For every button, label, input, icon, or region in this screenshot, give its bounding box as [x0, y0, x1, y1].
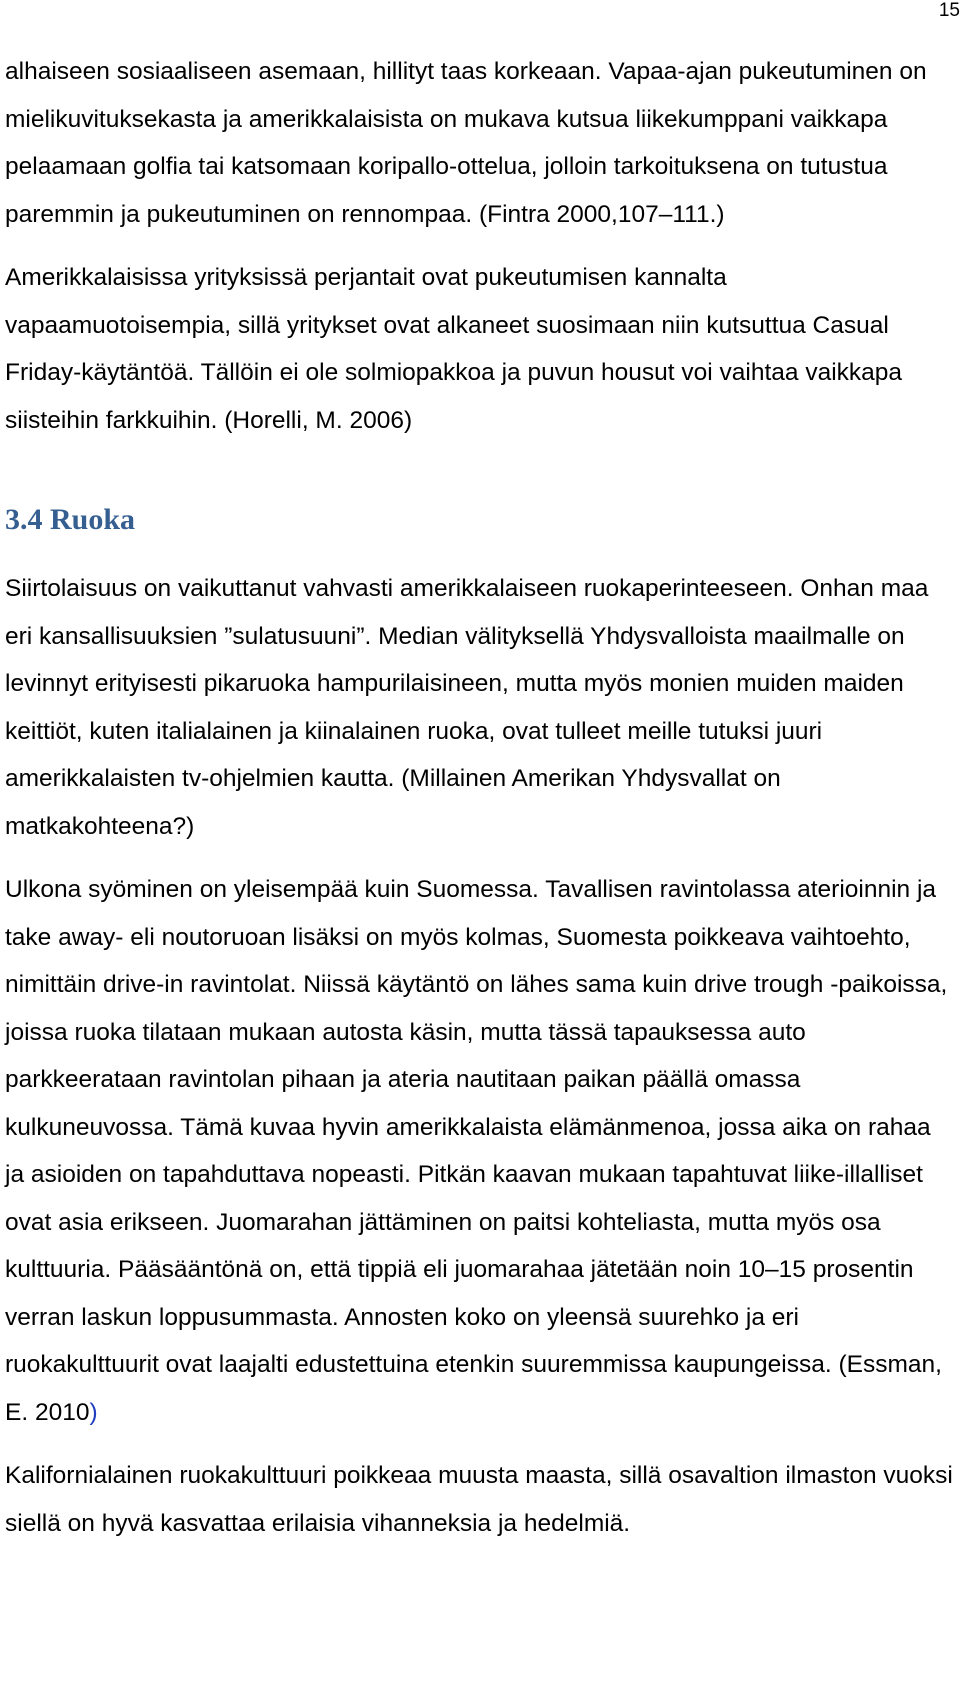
paragraph-california-food: Kalifornialainen ruokakulttuuri poikkeaa muusta maasta, sillä osavaltion ilmaston vuoksi siellä on hyvä kasvattaa erilaisia vihanneksia ja hedelmiä.	[5, 1462, 953, 1537]
page-number: 15	[938, 0, 960, 21]
paragraph-immigration-food: Siirtolaisuus on vaikuttanut vahvasti amerikkalaiseen ruokaperinteeseen. Onhan maa eri kansallisuuksien ”sulatusuuni”. Median välityksellä Yhdysvalloista maailmalle on levinnyt erityisesti pikaruoka hampurilaisineen, mutta myös monien muiden maiden keittiöt, kuten italialainen ja kiinalainen ruoka, ovat tulleet meille tutuksi juuri amerikkalaisten tv-ohjelmien kautta. (Millainen Amerikan Yhdysvallat on matkakohteena?)	[5, 575, 929, 840]
section-heading-food: 3.4 Ruoka	[5, 503, 136, 536]
citation-closing-paren: )	[89, 1398, 98, 1426]
paragraph-eating-out-text: Ulkona syöminen on yleisempää kuin Suomessa. Tavallisen ravintolassa aterioinnin ja take away- eli noutoruoan lisäksi on myös kolmas, Suomesta poikkeava vaihtoehto, nimittäin drive-in ravintolat. Niissä käytäntö on lähes sama kuin drive trough -paikoissa, joissa ruoka tilataan mukaan autosta käsin, mutta tässä tapauksessa auto parkkeerataan ravintolan pihaan ja ateria nautitaan paikan päällä omassa kulkuneuvossa. Tämä kuvaa hyvin amerikkalaista elämänmenoa, jossa aika on rahaa ja asioiden on tapahduttava nopeasti. Pitkän kaavan mukaan tapahtuvat liike-illalliset ovat asia erikseen. Juomarahan jättäminen on paitsi kohteliasta, mutta myös osa kulttuuria. Pääsääntönä on, että tippiä eli juomarahaa jätetään noin 10–15 prosentin verran laskun loppusummasta. Annosten koko on yleensä suurehko ja eri ruokakulttuurit ovat laajalti edustettuina etenkin suuremmissa kaupungeissa. (Essman, E. 2010	[5, 876, 948, 1426]
paragraph-casual-friday: Amerikkalaisissa yrityksissä perjantait ovat pukeutumisen kannalta vapaamuotoisempia, sillä yritykset ovat alkaneet suosimaan niin kutsuttua Casual Friday-käytäntöä. Tällöin ei ole solmiopakkoa ja puvun housut voi vaihtaa vaikkapa siisteihin farkkuihin. (Horelli, M. 2006)	[5, 264, 903, 434]
paragraph-clothing-leisure: alhaiseen sosiaaliseen asemaan, hillityt taas korkeaan. Vapaa-ajan pukeutuminen on mielikuvituksekasta ja amerikkalaisista on mukava kutsua liikekumppani vaikkapa pelaamaan golfia tai katsomaan koripallo-ottelua, jolloin tarkoituksena on tutustua paremmin ja pukeutuminen on rennompaa. (Fintra 2000,107–111.)	[5, 58, 927, 228]
document-body	[5, 48, 953, 1547]
paragraph-eating-out	[5, 866, 953, 1436]
